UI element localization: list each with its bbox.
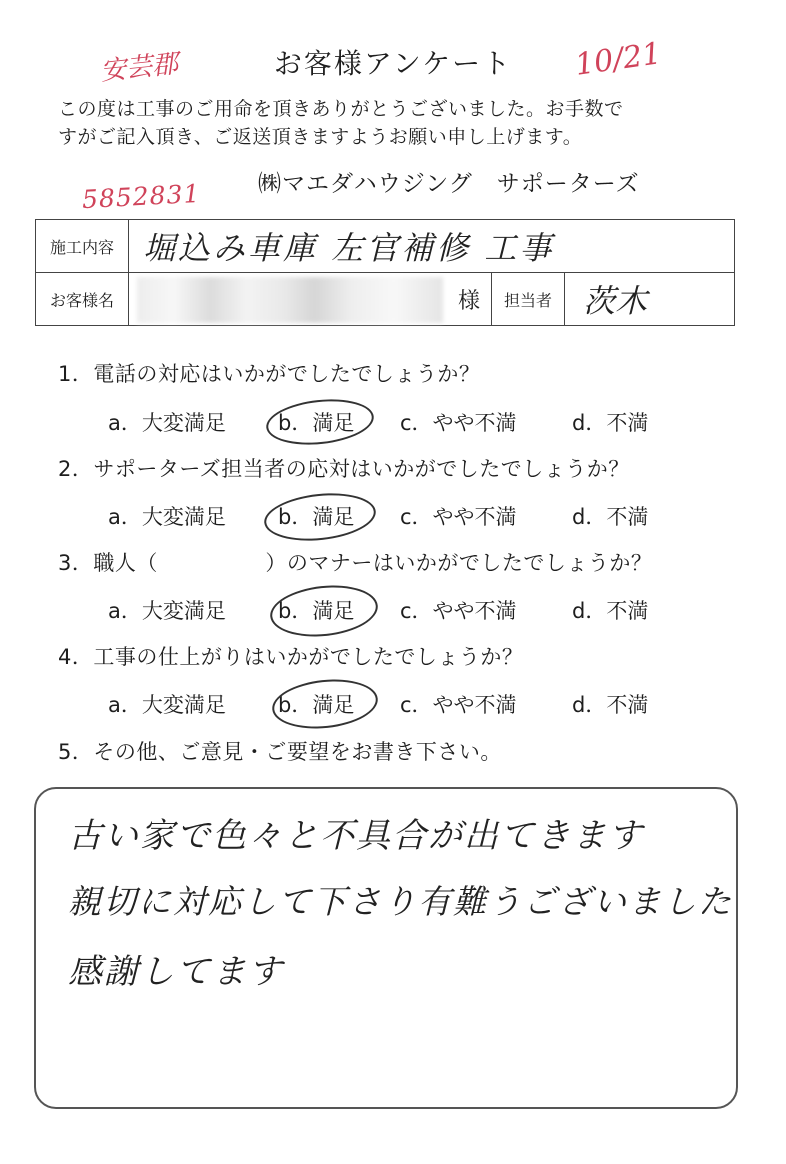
work-content-value: 堀込み車庫 左官補修 工事 — [143, 229, 555, 267]
comment-line-3: 感謝してます — [68, 952, 284, 992]
staff-cell — [565, 273, 735, 326]
q3-option-a: a．大変満足 — [108, 599, 226, 623]
question-5: 5．その他、ご意見・ご要望をお書き下さい。 — [58, 740, 502, 764]
date-handwritten-note: 10/21 — [572, 36, 664, 83]
question-4: 4．工事の仕上がりはいかがでしたでしょうか？ — [58, 645, 524, 669]
question-3: 3．職人（ ）のマナーはいかがでしたでしょうか？ — [58, 551, 653, 575]
q2-option-c: c．やや不満 — [400, 505, 517, 529]
area-handwritten-note: 安芸郡 — [98, 48, 180, 87]
q4-option-b: b．満足 — [278, 693, 355, 717]
q3-selection-circle — [268, 580, 381, 641]
comment-line-1: 古い家で色々と不具合が出てきます — [68, 816, 644, 856]
q2-option-d: d．不満 — [572, 505, 649, 529]
intro-line-1: この度は工事のご用命を頂きありがとうございました。お手数で — [58, 98, 624, 120]
q4-option-c: c．やや不満 — [400, 693, 517, 717]
question-2: 2．サポーターズ担当者の応対はいかがでしたでしょうか？ — [58, 457, 630, 481]
q1-option-c: c．やや不満 — [400, 411, 517, 435]
intro-line-2: すがご記入頂き、ご返送頂きますようお願い申し上げます。 — [58, 126, 583, 148]
q1-option-b: b．満足 — [278, 411, 355, 435]
q1-option-a: a．大変満足 — [108, 411, 226, 435]
q2-option-a: a．大変満足 — [108, 505, 226, 529]
work-content-label: 施工内容 — [36, 220, 129, 273]
survey-title: お客様アンケート — [273, 47, 513, 80]
redacted-name-blur — [137, 277, 443, 323]
q3-option-d: d．不満 — [572, 599, 649, 623]
info-table — [35, 219, 735, 326]
q4-selection-circle — [270, 675, 380, 734]
staff-value: 茨木 — [583, 282, 648, 320]
code-handwritten-note: 5852831 — [81, 178, 202, 215]
honorific-label: 様 — [447, 273, 492, 326]
q2-option-b: b．満足 — [278, 505, 355, 529]
q4-option-a: a．大変満足 — [108, 693, 226, 717]
staff-label: 担当者 — [492, 273, 565, 326]
question-1: 1．電話の対応はいかがでしたでしょうか？ — [58, 362, 481, 386]
company-name: ㈱マエダハウジング サポーターズ — [258, 171, 640, 197]
q4-option-d: d．不満 — [572, 693, 649, 717]
q3-option-b: b．満足 — [278, 599, 355, 623]
q3-option-c: c．やや不満 — [400, 599, 517, 623]
customer-name-label: お客様名 — [36, 273, 129, 326]
work-content-cell — [129, 220, 735, 273]
customer-name-cell — [129, 273, 448, 326]
q2-selection-circle — [262, 488, 378, 545]
comment-line-2: 親切に対応して下さり有難うございました — [68, 882, 733, 921]
q1-selection-circle — [264, 394, 376, 449]
q1-option-d: d．不満 — [572, 411, 649, 435]
